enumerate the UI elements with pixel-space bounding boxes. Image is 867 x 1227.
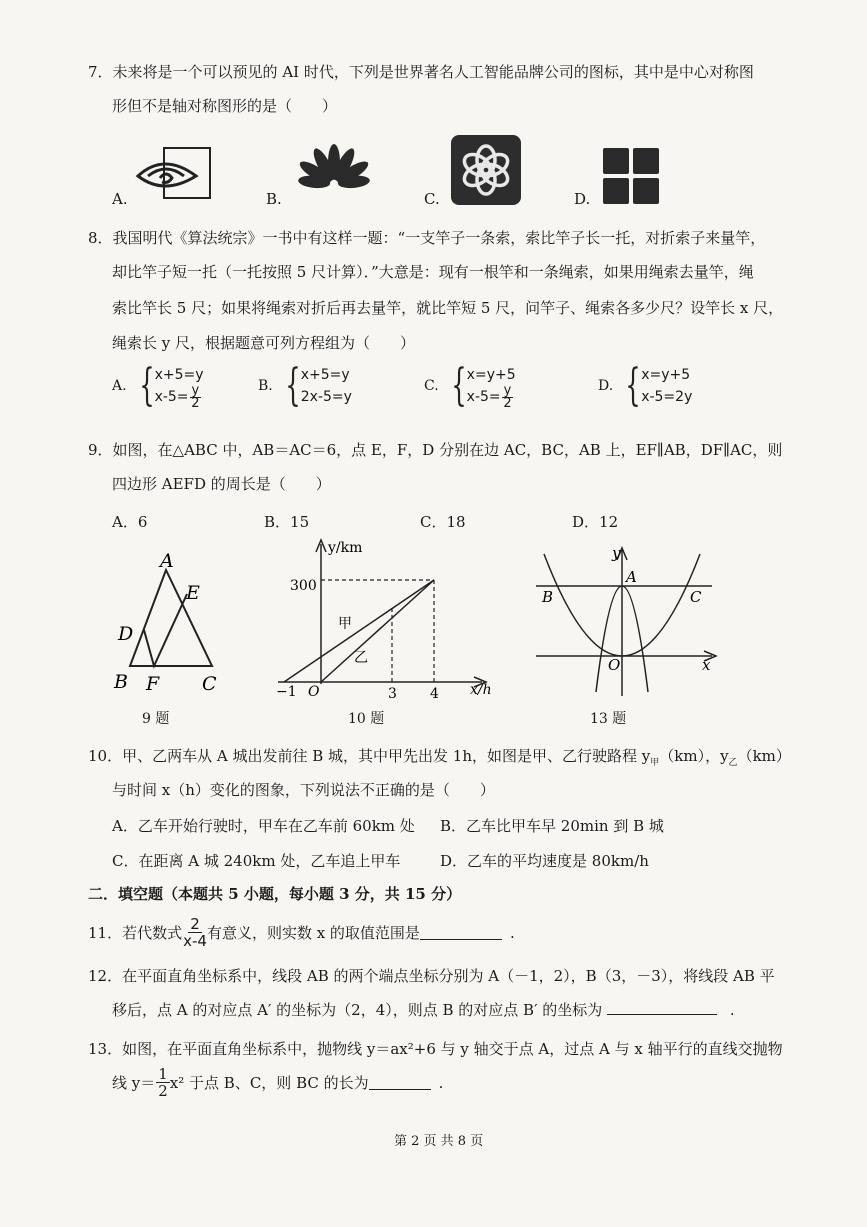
brace-icon: { (450, 360, 467, 411)
q12-text: 移后，点 A 的对应点 A′ 的坐标为（2，4），则点 B 的对应点 B′ 的坐标为 (112, 1001, 603, 1019)
q11 (88, 916, 515, 949)
q8-option-d-label: D. (598, 378, 614, 394)
q13-fraction (156, 1066, 170, 1099)
q10-text: 10．甲、乙两车从 A 城出发前往 B 城，其中甲先出发 1h，如图是甲、乙行驶路程 y (88, 747, 651, 765)
point-label-c: C (690, 588, 702, 606)
brace-icon: { (285, 360, 301, 411)
q9-line1: 9．如图，在△ABC 中，AB＝AC＝6，点 E，F，D 分别在边 AC，BC，AB 上，EF∥AB，DF∥AC，则 (88, 441, 783, 459)
x-axis-label: x/h (470, 682, 492, 698)
q10-option-b: B．乙车比甲车早 20min 到 B 城 (440, 817, 664, 835)
equation: x=y+5 (466, 367, 516, 383)
origin-label: O (308, 684, 320, 700)
section-heading: 二．填空题（本题共 5 小题，每小题 3 分，共 15 分） (88, 885, 462, 903)
point-label-a: A (160, 550, 174, 572)
point-label-a: A (626, 568, 637, 586)
tick-label-300: 300 (290, 578, 317, 594)
q10-text: （km） (737, 747, 791, 765)
q10-line2: 与时间 x（h）变化的图象，下列说法不正确的是（ ） (112, 781, 495, 799)
q10-option-d: D．乙车的平均速度是 80km/h (440, 852, 649, 870)
q7-line1: 7．未来将是一个可以预见的 AI 时代，下列是世界著名人工智能品牌公司的图标，其中是中心对称图 (88, 63, 754, 81)
q8-line1: 8．我国明代《算法统宗》一书中有这样一题：“一支竿子一条索，索比竿子长一托，对折索子来量竿， (88, 229, 766, 247)
brace-icon: { (625, 360, 641, 411)
q8-option-a (112, 360, 204, 411)
q9-option-b: B．15 (264, 513, 310, 531)
q12-line1: 12．在平面直角坐标系中，线段 AB 的两个端点坐标分别为 A（－1，2），B（3，－3），将线段 AB 平 (88, 967, 775, 985)
point-label-f: F (146, 673, 160, 695)
q13-text: x² 于点 B、C，则 BC 的长为 (169, 1073, 369, 1092)
equation: x-5=2y (641, 389, 693, 405)
q7-option-c: C. (424, 190, 440, 208)
fraction-numerator: 2 (190, 915, 200, 933)
fraction-denominator: x-4 (183, 932, 207, 950)
subscript-yi: 乙 (728, 758, 738, 768)
equation: x+5=y (300, 367, 350, 383)
fraction-numerator: y (191, 382, 200, 398)
series-label-yi: 乙 (354, 650, 368, 666)
figure-9-caption: 9 题 (142, 711, 170, 727)
q10-line1 (88, 746, 791, 773)
figure-9 (108, 548, 238, 702)
q10-option-a: A．乙车开始行驶时，甲车在乙车前 60km 处 (112, 817, 415, 835)
petal-logo-icon (292, 142, 376, 202)
q8-option-c-label: C. (424, 378, 439, 394)
q13-line1: 13．如图，在平面直角坐标系中，抛物线 y＝ax²+6 与 y 轴交于点 A，过点 A 与 x 轴平行的直线交抛物 (88, 1040, 783, 1058)
fraction-denominator: 2 (158, 1082, 168, 1100)
q8-line3: 索比竿长 5 尺；如果将绳索对折后再去量竿，就比竿短 5 尺，问竿子、绳索各多少尺？设竿长 x 尺， (112, 299, 784, 317)
q9-option-d: D．12 (572, 513, 619, 531)
fraction-numerator: y (503, 382, 512, 398)
q8-option-b (258, 360, 352, 411)
answer-blank[interactable] (369, 1075, 431, 1090)
equation: x-5= (466, 389, 501, 405)
q8-line2: 却比竿子短一托（一托按照 5 尺计算）．”大意是：现有一根竿和一条绳索，如果用绳索去量竿，绳 (112, 263, 754, 281)
q13-line2 (112, 1066, 443, 1099)
brace-icon: { (138, 360, 155, 411)
q7-option-b: B. (266, 190, 282, 208)
q12-period: . (729, 1001, 735, 1019)
q11-period: . (509, 923, 515, 942)
point-label-d: D (118, 623, 134, 645)
q9-line2: 四边形 AEFD 的周长是（ ） (112, 475, 331, 493)
q13-text: 线 y＝ (112, 1073, 156, 1092)
q10-option-c: C．在距离 A 城 240km 处，乙车追上甲车 (112, 852, 401, 870)
q7-line2: 形但不是轴对称图形的是（ ） (112, 97, 338, 115)
subscript-jia: 甲 (650, 758, 660, 768)
q8-option-c (424, 360, 516, 411)
equation: x-5= (154, 389, 189, 405)
q7-option-d: D. (574, 190, 591, 208)
q8-option-a-label: A. (112, 378, 127, 394)
four-squares-icon (602, 147, 660, 209)
tick-label-minus1: −1 (276, 684, 297, 700)
answer-blank[interactable] (420, 925, 502, 940)
q11-text: 11．若代数式 (88, 923, 183, 942)
tick-label-4: 4 (430, 686, 439, 702)
y-axis-label: y (612, 544, 621, 562)
figure-10-caption: 10 题 (348, 711, 385, 727)
q9-option-a: A．6 (112, 513, 148, 531)
q8-option-b-label: B. (258, 378, 273, 394)
q9-option-c: C．18 (420, 513, 466, 531)
q12-line2 (112, 1000, 735, 1020)
figure-13 (530, 540, 726, 704)
eye-logo-icon (134, 146, 214, 206)
knot-logo-icon (450, 134, 522, 210)
page-footer: 第 2 页 共 8 页 (394, 1134, 484, 1149)
q8-option-d (598, 360, 693, 411)
equation: x=y+5 (641, 367, 691, 383)
point-label-b: B (114, 671, 128, 693)
q8-line4: 绳索长 y 尺，根据题意可列方程组为（ ） (112, 334, 416, 352)
point-label-c: C (202, 673, 217, 695)
q10-text: （km），y (659, 747, 729, 765)
y-axis-label: y/km (328, 540, 363, 556)
answer-blank[interactable] (607, 1000, 717, 1015)
x-axis-label: x (702, 656, 711, 674)
q7-option-a: A. (112, 190, 128, 208)
point-label-b: B (542, 588, 554, 606)
q11-text: 有意义，则实数 x 的取值范围是 (206, 923, 420, 942)
tick-label-3: 3 (388, 686, 397, 702)
fraction-numerator: 1 (158, 1065, 168, 1083)
fraction-denominator: 2 (191, 395, 200, 411)
origin-label: O (608, 656, 621, 674)
figure-13-caption: 13 题 (590, 711, 627, 727)
series-label-jia: 甲 (338, 616, 352, 632)
fraction-denominator: 2 (503, 395, 512, 411)
q13-period: . (438, 1073, 444, 1092)
equation: 2x-5=y (300, 389, 352, 405)
equation: x+5=y (154, 367, 204, 383)
q11-fraction (183, 916, 207, 949)
point-label-e: E (186, 582, 200, 604)
figure-10 (270, 534, 510, 708)
